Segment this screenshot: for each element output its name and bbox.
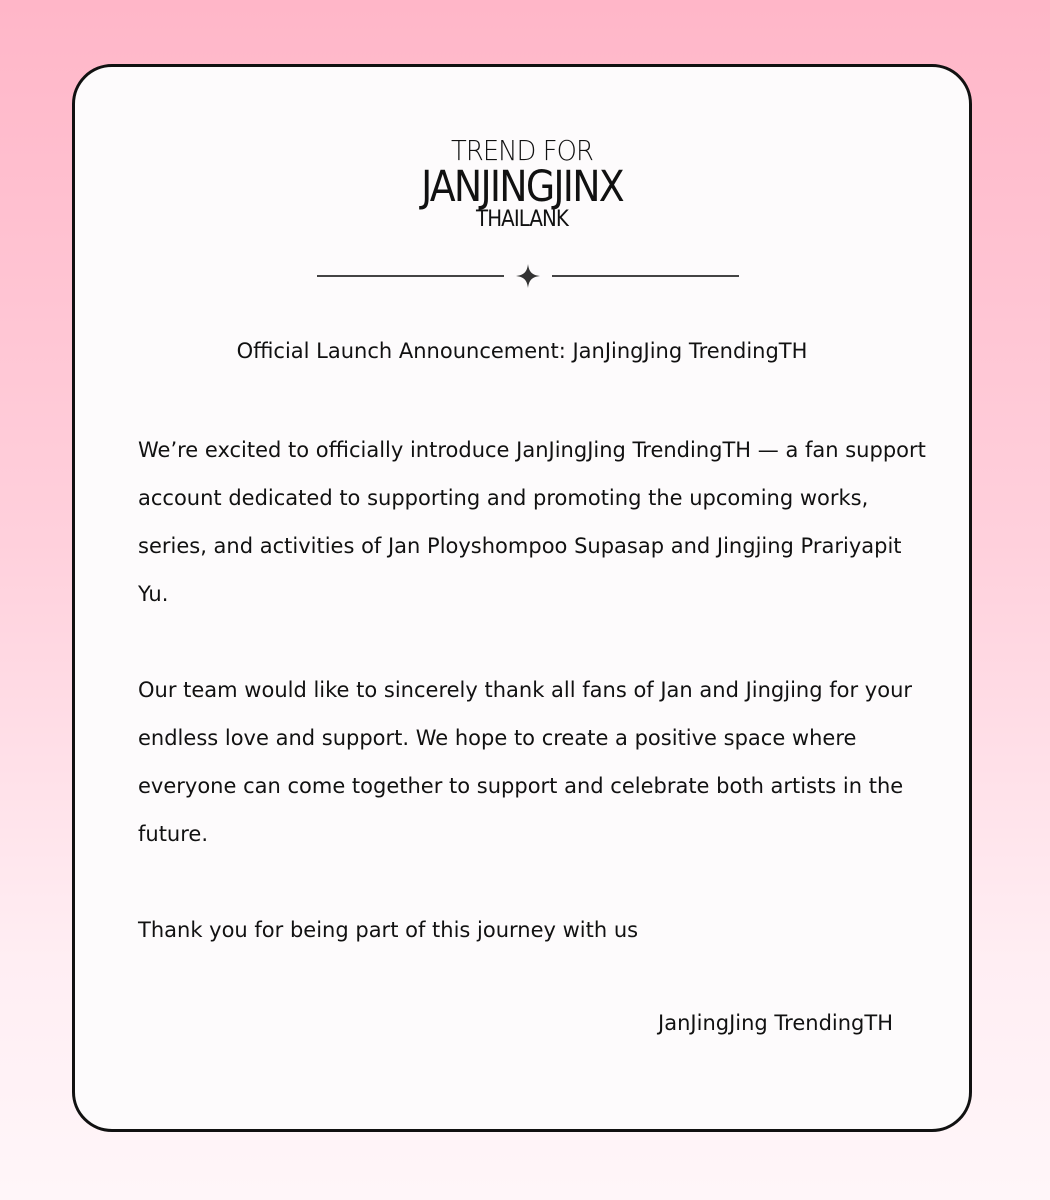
- logo-line-2: JANJINGJINX: [421, 162, 623, 212]
- divider-line-right: [552, 275, 739, 277]
- logo: [75, 135, 969, 233]
- signature: JanJingJing TrendingTH: [658, 1011, 893, 1035]
- divider: [317, 264, 739, 288]
- sparkle-icon: [516, 264, 540, 288]
- announcement-title: Official Launch Announcement: JanJingJing TrendingTH: [236, 339, 808, 363]
- announcement-card: [72, 64, 972, 1132]
- paragraph-thanks: Our team would like to sincerely thank all fans of Jan and Jingjing for your endless love and support. We hope to create a positive space where everyone can come together to support and celebrate both artists in the future.: [138, 678, 913, 846]
- logo-line-1: TREND FOR: [451, 134, 593, 167]
- divider-line-left: [317, 275, 504, 277]
- paragraph-closing: Thank you for being part of this journey with us: [138, 918, 639, 942]
- logo-line-3: THAILANK: [476, 207, 568, 232]
- paragraph-intro: We’re excited to officially introduce JanJingJing TrendingTH — a fan support account dedicated to supporting and promoting the upcoming works, series, and activities of Jan Ployshompoo Supasap and Jingjing Prariyapit Yu.: [138, 438, 926, 606]
